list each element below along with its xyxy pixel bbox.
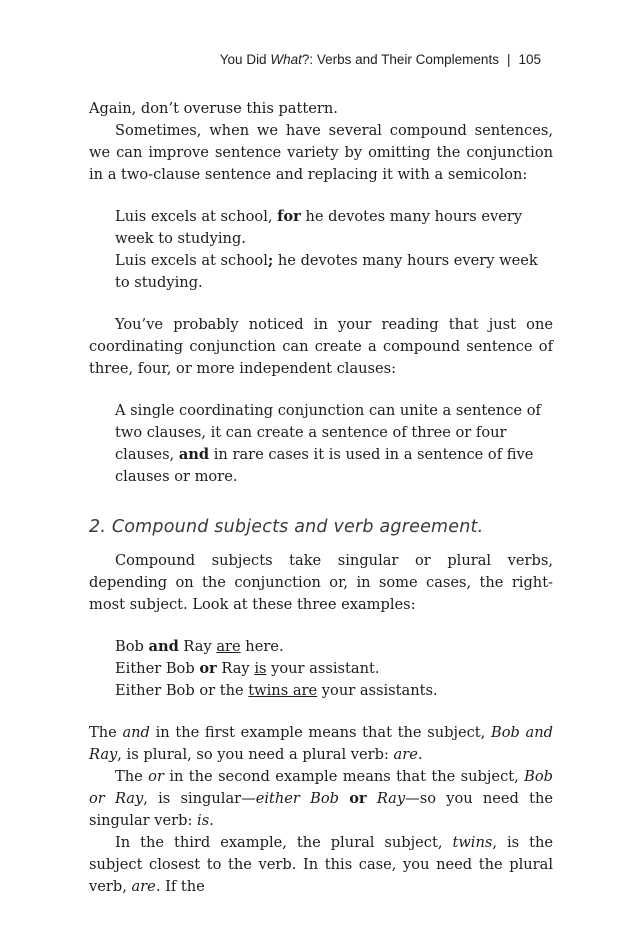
example-sentence: Luis excels at school, for he devotes many hours every week to studying. [115, 208, 523, 247]
paragraph: You’ve probably noticed in your reading that just one coordinating conjunction can create a compound sentence of three, four, or more independent clauses: [89, 316, 553, 377]
example-sentence: A single coordinating conjunction can unite a sentence of two clauses, it can create a sentence of three or four clauses, and in rare cases it is used in a sentence of five clauses or more. [115, 402, 541, 485]
page-number: 105 [518, 52, 541, 67]
section-heading: 2. Compound subjects and verb agreement. [89, 517, 484, 537]
paragraph: Again, don’t overuse this pattern. [89, 100, 338, 117]
paragraph: The or in the second example means that the subject, Bob or Ray, is singular—either Bob or Ray—so you need the singular verb: is. [89, 768, 553, 829]
example-sentence: Either Bob or the twins are your assistants. [115, 682, 438, 699]
paragraph: Sometimes, when we have several compound sentences, we can improve sentence variety by omitting the conjunction in a two-clause sentence and replacing it with a semicolon: [89, 122, 553, 183]
running-header [220, 52, 541, 67]
paragraph: Compound subjects take singular or plural verbs, depending on the conjunction or, in some cases, the right-most subject. Look at these three examples: [89, 552, 553, 613]
example-sentence: Luis excels at school; he devotes many hours every week to studying. [115, 252, 538, 291]
header-separator: | [506, 52, 511, 67]
paragraph: In the third example, the plural subject, twins, is the subject closest to the verb. In this case, you need the plural verb, are. If the [89, 834, 553, 895]
example-sentence: Bob and Ray are here. [115, 638, 284, 655]
paragraph: The and in the first example means that the subject, Bob and Ray, is plural, so you need a plural verb: are. [89, 724, 553, 763]
body-text [89, 98, 553, 898]
running-title: You Did What?: Verbs and Their Complements [219, 52, 499, 67]
example-sentence: Either Bob or Ray is your assistant. [115, 660, 380, 677]
